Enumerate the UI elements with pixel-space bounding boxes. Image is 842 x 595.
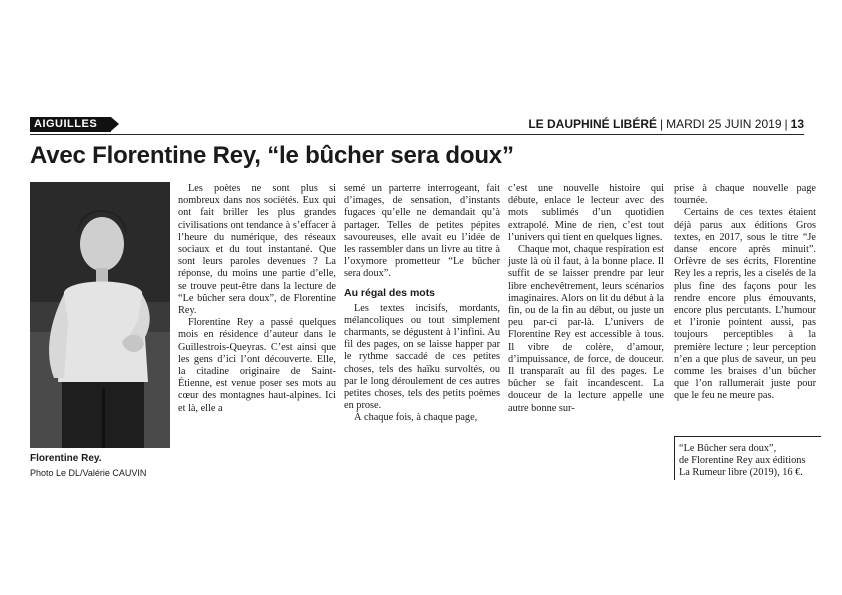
article-column-3 (508, 183, 664, 415)
newspaper-name: LE DAUPHINÉ LIBÉRÉ (528, 117, 657, 131)
book-info-title: “Le Bûcher sera doux”, (679, 443, 777, 454)
article-column-1 (178, 183, 336, 415)
article-column-4 (674, 183, 816, 403)
article-subhead: Au régal des mots (344, 286, 436, 299)
masthead: LE DAUPHINÉ LIBÉRÉ | MARDI 25 JUIN 2019 | 13 (528, 117, 804, 131)
page-number: 13 (790, 117, 804, 131)
header-rule (30, 134, 804, 135)
paragraph: Les poètes ne sont plus si nombreux dans nos sociétés. Eux qui ont fait briller les plus grandes civilisations ont tendance à s’effacer à l’heure du numérique, des réseaux sociaux et du tout instantané. Que sont leurs paroles devenues ? La réponse, du moins une partie d’elle, se trouve peut-être dans la lecture de “Le bûcher sera doux”, de Florentine Rey. (178, 183, 336, 317)
paragraph: prise à chaque nouvelle page tournée. (674, 183, 816, 207)
paragraph: c’est une nouvelle histoire qui débute, enlace le lecteur avec des mots sublimés d’un quotidien extrapolé. Mine de rien, c’est tout l’univers qui tient en quelques lignes. (508, 183, 664, 243)
paragraph: À chaque fois, à chaque page, (354, 412, 478, 424)
paragraph: Certains de ces textes étaient déjà parus aux éditions Gros textes, en 2017, sous le titre “Je danse encore après minuit”. Orfèvre de ses écrits, Florentine Rey les a repris, les a ciselés de la plus fine des façons pour les rendre encore plus émouvants, encore plus percutants. L’humour et l’ironie pointent aussi, pas toujours perceptibles à la première lecture ; leur perception n’en a que plus de saveur, un peu comme les braises d’un bûcher que l’on rallumerait juste pour que le feu ne meure pas. (674, 207, 816, 402)
article-column-2 (344, 183, 500, 425)
photo-credit: Photo Le DL/Valérie CAUVIN (30, 468, 147, 478)
paragraph: Les textes incisifs, mordants, mélancoliques ou tout simplement charmants, se dégustent à l’infini. Au fil des pages, on se laisse happer par le rythme saccadé de ces petites choses, tels des haïku survoltés, ou par le long déroulement de ces autres petites choses, tels des petits poèmes en prose. (344, 302, 500, 412)
photo-caption-name: Florentine Rey. (30, 453, 102, 464)
paragraph: Florentine Rey a passé quelques mois en résidence d’auteur dans le Guillestrois-Queyras. C’est ainsi que les gens d’ici l’ont découverte. Elle, la citadine originaire de Saint-Étienne, est venue poser ses mots au cœur des montagnes haut-alpines. Ici et là, elle a (178, 317, 336, 414)
article-headline: Avec Florentine Rey, “le bûcher sera doux” (30, 142, 514, 169)
photo-image (30, 182, 170, 448)
book-info-author: de Florentine Rey aux éditions (679, 455, 806, 467)
paragraph: semé un parterre interrogeant, fait d’images, de sensation, d’instants fugaces qu’elle ne demandait qu’à partager. Telles de petites pépites savoureuses, elle avait eu l’idée de les rassembler dans un livre au titre à l’oxymore prometteur “Le bûcher sera doux”. (344, 183, 500, 280)
book-info-box (674, 436, 821, 480)
paragraph: Chaque mot, chaque respiration est juste là où il faut, à la bonne place. Il suffit de se laisser prendre par leur libre enchevêtrement, leurs scénarios imaginaires. Alors on lit du début à la fin, ou de la fin au début, ou juste un peu par-ci par-là. L’univers de Florentine Rey est accessible à tous. Il vibre de colère, d’amour, d’impuissance, de force, de douceur. Il transparaît au fil des pages. Le bûcher se fait incandescent. La douceur de la lecture appelle une autre bonne sur- (508, 244, 664, 414)
article-photo (30, 182, 170, 448)
issue-date: MARDI 25 JUIN 2019 (666, 117, 782, 131)
book-info-publisher: La Rumeur libre (2019), 16 €. (679, 467, 803, 479)
section-rubric: AIGUILLES (30, 117, 111, 132)
